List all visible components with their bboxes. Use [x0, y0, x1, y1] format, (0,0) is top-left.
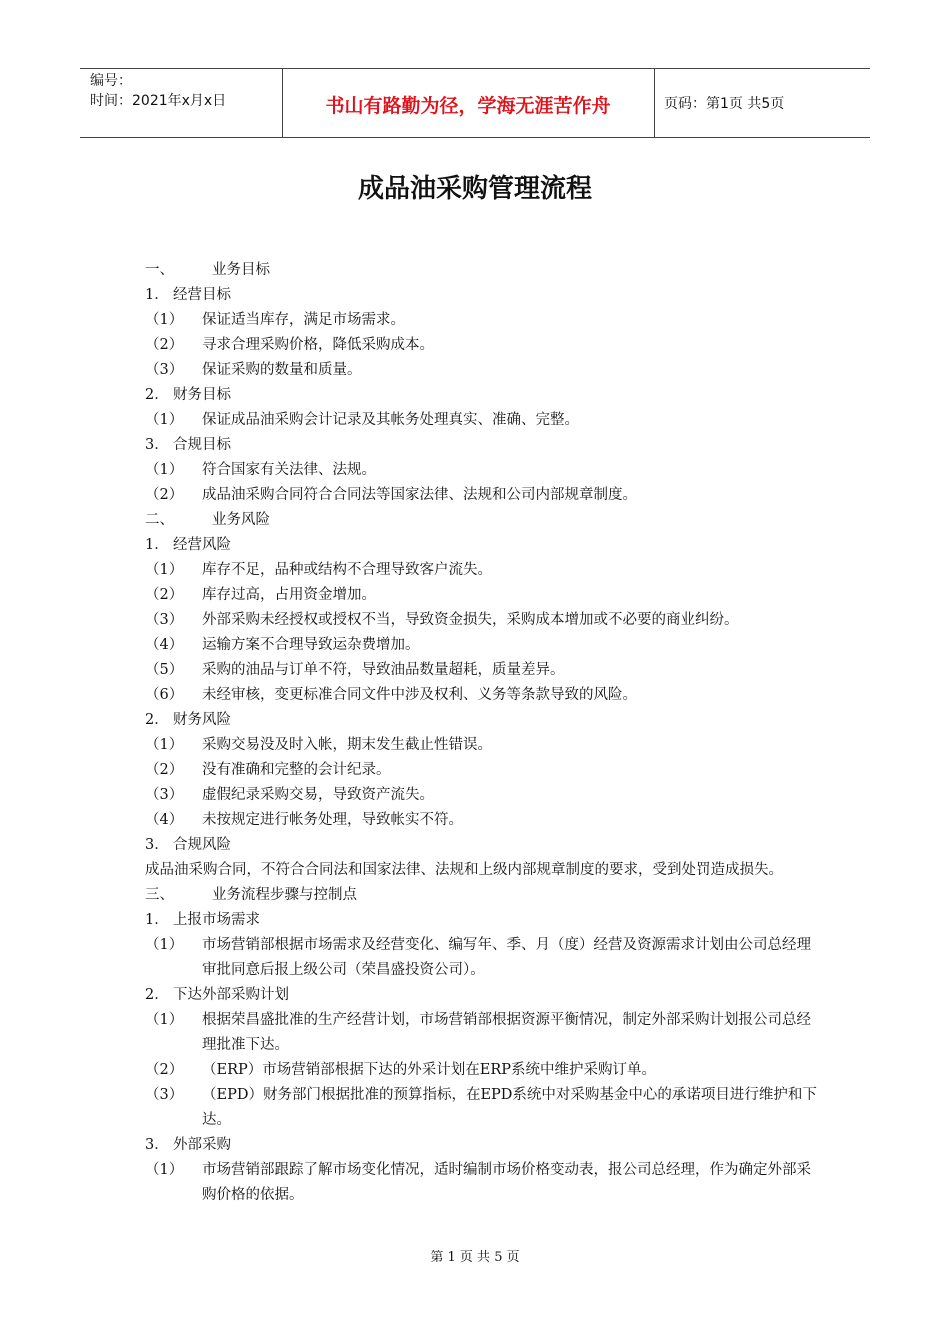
heading-text: 合规目标 [173, 437, 231, 453]
list-item-text: 成品油采购合同符合合同法等国家法律、法规和公司内部规章制度。 [202, 487, 637, 503]
list-item [145, 758, 825, 783]
heading-number: 二、 [145, 512, 174, 528]
list-item-text: 虚假纪录采购交易，导致资产流失。 [202, 787, 434, 803]
list-item-text: （ERP）市场营销部根据下达的外采计划在ERP系统中维护采购订单。 [202, 1062, 657, 1078]
list-item-marker: （4） [145, 812, 184, 828]
document-date-label: 时间：2021年x月x日 [90, 93, 227, 109]
list-item-text: 保证成品油采购会计记录及其帐务处理真实、准确、完整。 [202, 412, 579, 428]
document-title: 成品油采购管理流程 [357, 174, 592, 204]
list-item-marker: （1） [145, 937, 184, 953]
list-item-marker: （2） [145, 762, 184, 778]
heading-text: 业务流程步骤与控制点 [212, 887, 357, 903]
page-footer: 第 1 页 共 5 页 [430, 1250, 520, 1265]
list-item [145, 358, 825, 383]
subsection-heading [145, 283, 825, 308]
list-item-text: 保证适当库存，满足市场需求。 [202, 312, 405, 328]
list-item-marker: （1） [145, 1162, 184, 1178]
list-item-text: 库存不足，品种或结构不合理导致客户流失。 [202, 562, 492, 578]
list-item [145, 783, 825, 808]
list-item [145, 458, 825, 483]
list-item-marker: （1） [145, 462, 184, 478]
subsection-heading [145, 1133, 825, 1158]
list-item-text: 寻求合理采购价格，降低采购成本。 [202, 337, 434, 353]
subsection-heading [145, 383, 825, 408]
subsection-heading [145, 983, 825, 1008]
header-motto: 书山有路勤为径，学海无涯苦作舟 [325, 95, 611, 117]
section-heading [145, 258, 825, 283]
list-item-marker: （1） [145, 312, 184, 328]
header-meta [90, 71, 226, 111]
list-item [145, 558, 825, 583]
list-item-marker: （1） [145, 1012, 184, 1028]
subsection-heading [145, 533, 825, 558]
list-item [145, 658, 825, 683]
list-item-text: 采购交易没及时入帐，期末发生截止性错误。 [202, 737, 492, 753]
section-heading [145, 883, 825, 908]
list-item-marker: （1） [145, 562, 184, 578]
list-item-marker: （2） [145, 587, 184, 603]
heading-text: 经营目标 [173, 287, 231, 303]
list-item-marker: （2） [145, 487, 184, 503]
list-item [145, 808, 825, 833]
list-item-marker: （3） [145, 362, 184, 378]
header-page-number: 页码：第1页 共5页 [664, 96, 785, 112]
document-number-label: 编号： [90, 73, 132, 89]
paragraph: 成品油采购合同，不符合合同法和国家法律、法规和上级内部规章制度的要求，受到处罚造成损失。 [145, 862, 783, 878]
list-item-text: 外部采购未经授权或授权不当，导致资金损失，采购成本增加或不必要的商业纠纷。 [202, 612, 739, 628]
heading-number: 2． [145, 387, 169, 403]
heading-text: 业务风险 [212, 512, 270, 528]
list-item [145, 1008, 825, 1058]
list-item-text: 市场营销部跟踪了解市场变化情况，适时编制市场价格变动表，报公司总经理，作为确定外部采购价格的依据。 [202, 1162, 811, 1203]
subsection-heading [145, 908, 825, 933]
list-item-text: 没有准确和完整的会计纪录。 [202, 762, 391, 778]
list-item-text: 根据荣昌盛批准的生产经营计划，市场营销部根据资源平衡情况，制定外部采购计划报公司总经理批准下达。 [202, 1012, 811, 1053]
heading-number: 1． [145, 912, 169, 928]
list-item-marker: （4） [145, 637, 184, 653]
list-item [145, 1083, 825, 1133]
list-item [145, 308, 825, 333]
list-item-text: 符合国家有关法律、法规。 [202, 462, 376, 478]
list-item-marker: （3） [145, 1087, 184, 1103]
heading-number: 2． [145, 987, 169, 1003]
list-item [145, 683, 825, 708]
heading-number: 2． [145, 712, 169, 728]
list-item [145, 583, 825, 608]
list-item [145, 933, 825, 983]
heading-text: 下达外部采购计划 [173, 987, 289, 1003]
subsection-heading [145, 833, 825, 858]
heading-number: 1． [145, 287, 169, 303]
heading-text: 财务目标 [173, 387, 231, 403]
list-item-marker: （1） [145, 412, 184, 428]
heading-number: 一、 [145, 262, 174, 278]
list-item [145, 1058, 825, 1083]
heading-text: 财务风险 [173, 712, 231, 728]
list-item-text: 采购的油品与订单不符，导致油品数量超耗，质量差异。 [202, 662, 565, 678]
list-item-text: 市场营销部根据市场需求及经营变化、编写年、季、月（度）经营及资源需求计划由公司总经理审批同意后报上级公司（荣昌盛投资公司）。 [202, 937, 811, 978]
list-item [145, 408, 825, 433]
list-item-marker: （2） [145, 1062, 184, 1078]
heading-number: 三、 [145, 887, 174, 903]
heading-text: 外部采购 [173, 1137, 231, 1153]
document-body [145, 258, 825, 1208]
list-item-text: 保证采购的数量和质量。 [202, 362, 362, 378]
subsection-heading [145, 433, 825, 458]
list-item [145, 483, 825, 508]
list-item-text: 运输方案不合理导致运杂费增加。 [202, 637, 420, 653]
heading-text: 合规风险 [173, 837, 231, 853]
list-item-marker: （2） [145, 337, 184, 353]
list-item-marker: （1） [145, 737, 184, 753]
heading-number: 3． [145, 837, 169, 853]
list-item-marker: （6） [145, 687, 184, 703]
page-header [80, 68, 870, 138]
subsection-heading [145, 708, 825, 733]
heading-text: 经营风险 [173, 537, 231, 553]
list-item [145, 1158, 825, 1208]
list-item-marker: （5） [145, 662, 184, 678]
heading-text: 业务目标 [212, 262, 270, 278]
list-item [145, 733, 825, 758]
list-item [145, 633, 825, 658]
list-item-marker: （3） [145, 787, 184, 803]
heading-text: 上报市场需求 [173, 912, 260, 928]
heading-number: 3． [145, 1137, 169, 1153]
list-item-text: （EPD）财务部门根据批准的预算指标，在EPD系统中对采购基金中心的承诺项目进行维护和下达。 [202, 1087, 817, 1128]
list-item [145, 608, 825, 633]
list-item-text: 库存过高，占用资金增加。 [202, 587, 376, 603]
list-item-marker: （3） [145, 612, 184, 628]
list-item [145, 333, 825, 358]
list-item-text: 未经审核，变更标准合同文件中涉及权利、义务等条款导致的风险。 [202, 687, 637, 703]
header-divider [654, 69, 655, 137]
section-heading [145, 508, 825, 533]
heading-number: 1． [145, 537, 169, 553]
heading-number: 3． [145, 437, 169, 453]
list-item-text: 未按规定进行帐务处理，导致帐实不符。 [202, 812, 463, 828]
